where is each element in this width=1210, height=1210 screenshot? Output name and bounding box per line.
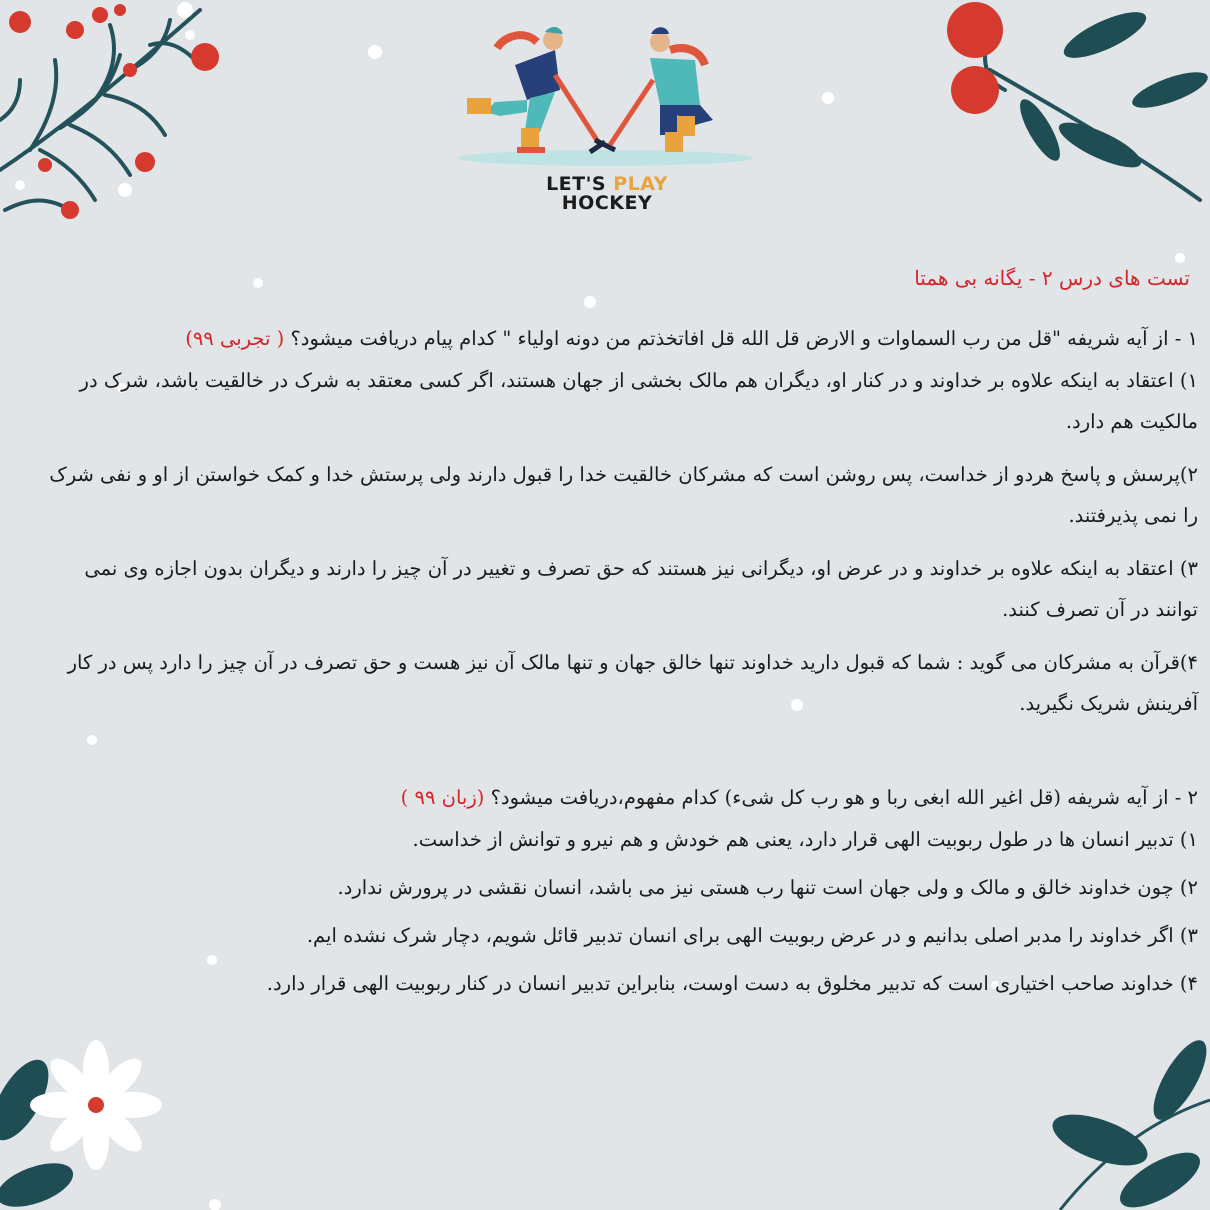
question-2-option-4: ۴) خداوند صاحب اختیاری است که تدبیر مخلوق به دست اوست، بنابراین تدبیر انسان در کنار ربوبیت الهی قرار دارد. [266,972,1198,995]
question-1-option-2: ۲)پرسش و پاسخ هردو از خداست، پس روشن است که مشرکان خالقیت خدا را قبول دارند ولی پرستش خدا و کمک خواستن از او و نفی شرک را نمی پذیرفتند. [49,463,1198,527]
hockey-logo [455,20,755,220]
logo-play: PLAY [613,173,668,195]
hockey-players-illustration [455,20,755,175]
question-1 [38,322,1198,356]
question-1-option-1: ۱) اعتقاد به اینکه علاوه بر خداوند و در کنار او، دیگران هم مالک بخشی از جهان هستند، اگر کسی معتقد به شرک در خالقیت باشد، شرک در مالکیت هم دارد. [79,369,1198,433]
question-2-option-1: ۱) تدبیر انسان ها در طول ربوبیت الهی قرار دارد، یعنی هم خودش و هم نیرو و توانش از خداست. [412,828,1198,851]
question-2-source: (زبان ۹۹ ) [400,786,485,809]
logo-hockey: HOCKEY [561,192,653,214]
question-2-text: ۲ - از آیه شریفه (قل اغیر الله ابغی ربا و هو رب کل شیء) کدام مفهوم،دریافت میشود؟ [490,786,1198,809]
question-1-option-4: ۴)قرآن به مشرکان می گوید : شما که قبول دارید خداوند تنها خالق جهان و تنها مالک آن نیز هست و حق تصرف در آن چیز را دارد پس در کار آفرینش شریک نگیرید. [67,651,1198,715]
question-2 [38,780,1198,816]
question-1-source: ( تجربی ۹۹) [185,327,285,350]
question-1-option-3: ۳) اعتقاد به اینکه علاوه بر خداوند و در عرض او، دیگرانی نیز هستند که حق تصرف و تغییر در آن چیز را دارند و دیگران بدون اجازه وی نمی توانند در آن تصرف کنند. [84,557,1198,621]
logo-text [527,175,687,213]
question-2-option-2: ۲) چون خداوند خالق و مالک و ولی جهان است تنها رب هستی نیز می باشد، انسان نقشی در پرورش ندارد. [337,876,1198,899]
question-2-option-3: ۳) اگر خداوند را مدبر اصلی بدانیم و در عرض ربوبیت الهی برای انسان تدبیر قائل شویم، دچار شرک نشده ایم. [306,924,1198,947]
logo-lets: LET'S [546,173,607,195]
quiz-content [38,260,1198,1014]
question-1-text: ۱ - از آیه شریفه "قل من رب السماوات و الارض قل الله قل افاتخذتم من دونه اولیاء " کدام پیام دریافت میشود؟ [290,327,1198,350]
page-title: تست های درس ۲ - یگانه بی همتا [914,266,1190,290]
